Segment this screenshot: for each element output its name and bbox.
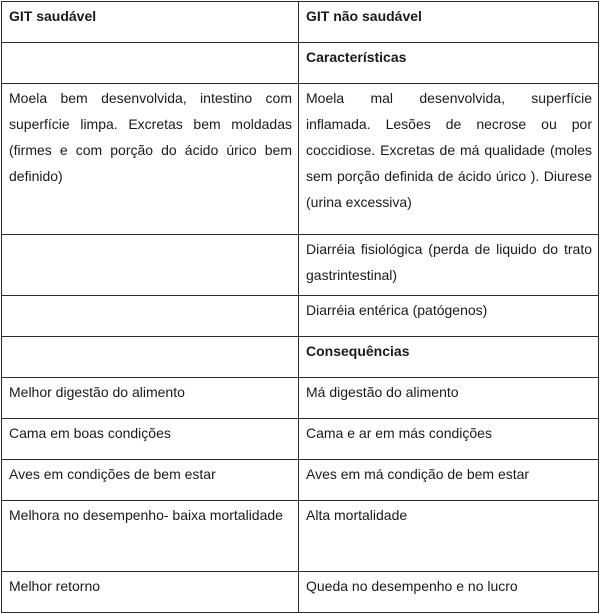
table-row: [2, 572, 599, 613]
table-row: [2, 501, 599, 572]
header-unhealthy-git: GIT não saudável: [299, 2, 599, 43]
section-row-characteristics: [2, 43, 599, 84]
table-row: [2, 235, 599, 296]
empty-cell: [2, 43, 299, 84]
empty-cell: [2, 235, 299, 296]
unhealthy-consequence-cell: Má digestão do alimento: [299, 378, 599, 419]
table-row: [2, 419, 599, 460]
unhealthy-consequence-cell: Queda no desempenho e no lucro: [299, 572, 599, 613]
unhealthy-consequence-cell: Alta mortalidade: [299, 501, 599, 572]
section-title-consequences: Consequências: [299, 337, 599, 378]
section-row-consequences: [2, 337, 599, 378]
healthy-consequence-cell: Aves em condições de bem estar: [2, 460, 299, 501]
section-title-characteristics: Características: [299, 43, 599, 84]
git-comparison-table: [1, 1, 599, 613]
header-healthy-git: GIT saudável: [2, 2, 299, 43]
healthy-consequence-cell: Melhor digestão do alimento: [2, 378, 299, 419]
empty-cell: [2, 337, 299, 378]
table-row: [2, 378, 599, 419]
table-row: [2, 296, 599, 337]
unhealthy-characteristics-cell: Moela mal desenvolvida, superfície inflamada. Lesões de necrose ou por coccidiose. Excretas de má qualidade (moles sem porção definida de ácido úrico ). Diurese (urina excessiva): [299, 84, 599, 235]
unhealthy-consequence-cell: Cama e ar em más condições: [299, 419, 599, 460]
healthy-consequence-cell: Cama em boas condições: [2, 419, 299, 460]
unhealthy-consequence-cell: Aves em má condição de bem estar: [299, 460, 599, 501]
table-row: [2, 84, 599, 235]
table-row: [2, 460, 599, 501]
empty-cell: [2, 296, 299, 337]
enteric-diarrhea-cell: Diarréia entérica (patógenos): [299, 296, 599, 337]
healthy-consequence-cell: Melhor retorno: [2, 572, 299, 613]
healthy-consequence-cell: Melhora no desempenho- baixa mortalidade: [2, 501, 299, 572]
table-header-row: [2, 2, 599, 43]
physiological-diarrhea-cell: Diarréia fisiológica (perda de liquido do trato gastrintestinal): [299, 235, 599, 296]
healthy-characteristics-cell: Moela bem desenvolvida, intestino com superfície limpa. Excretas bem moldadas (firmes e com porção do ácido úrico bem definido): [2, 84, 299, 235]
